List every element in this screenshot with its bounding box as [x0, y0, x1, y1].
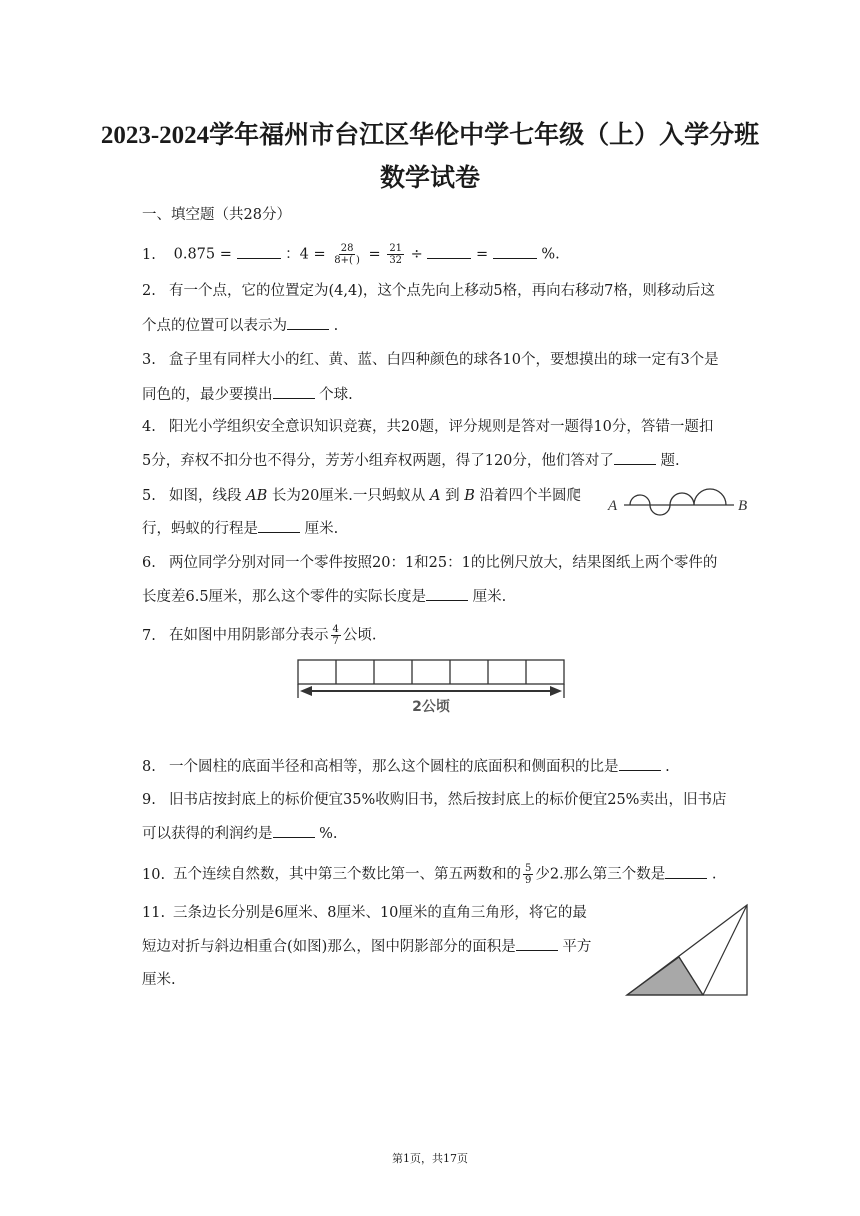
answer-blank[interactable] [619, 756, 661, 771]
question-number: 3. [142, 352, 156, 368]
question-number: 5. [142, 488, 156, 504]
answer-blank[interactable] [258, 518, 300, 533]
question-number: 10. [142, 866, 166, 883]
section-heading: 一、填空题（共28分） [142, 207, 291, 223]
answer-blank[interactable] [273, 384, 315, 399]
fraction: $\frac{4}{7}$ [332, 624, 339, 647]
question-2-line-2: 个点的位置可以表示为 . [142, 315, 338, 336]
question-11-line-3: 厘米. [142, 972, 176, 988]
question-5-line-2: 行，蚂蚁的行程是 厘米. [142, 518, 338, 539]
question-number: 2. [142, 283, 156, 299]
answer-blank[interactable] [516, 936, 558, 951]
answer-blank[interactable] [287, 315, 329, 330]
answer-blank[interactable] [493, 244, 537, 259]
question-11: 11. 三条边长分别是6厘米、8厘米、10厘米的直角三角形，将它的最 [142, 905, 587, 921]
figure-label-b: B [738, 498, 748, 514]
question-3-line-2: 同色的，最少要摸出 个球. [142, 384, 353, 405]
question-9: 9. 旧书店按封底上的标价便宜35%收购旧书，然后按封底上的标价便宜25%卖出，旧书店 [142, 792, 727, 808]
answer-blank[interactable] [426, 586, 468, 601]
page-footer: 第1页，共17页 [392, 1152, 468, 1165]
question-3: 3. 盒子里有同样大小的红、黄、蓝、白四种颜色的球各10个，要想摸出的球一定有3个是 [142, 352, 719, 368]
question-8: 8. 一个圆柱的底面半径和高相等，那么这个圆柱的底面积和侧面积的比是 . [142, 756, 670, 777]
fraction: $\frac{21}{32}$ [389, 243, 403, 266]
question-number: 1. [142, 246, 156, 263]
question-7: 7. 在如图中用阴影部分表示 $\frac{4}{7}$ 公顷. [142, 624, 377, 647]
page-title: 2023-2024学年福州市台江区华伦中学七年级（上）入学分班 [100, 122, 760, 149]
question-6-line-2: 长度差6.5厘米，那么这个零件的实际长度是 厘米. [142, 586, 506, 607]
question-10: 10. 五个连续自然数，其中第三个数比第一、第五两数和的 $\frac{5}{9}$ 少2.那么第三个数是 . [142, 863, 717, 886]
answer-blank[interactable] [273, 823, 315, 838]
question-9-line-2: 可以获得的利润约是 %. [142, 823, 338, 844]
question-1: 1. 0.875 = ：4 = $\frac{28}{8+( )}$ = $\frac{21}{32}$ ÷ = %. [142, 243, 560, 266]
answer-blank[interactable] [237, 244, 281, 259]
answer-blank[interactable] [665, 864, 707, 879]
area-grid-figure [294, 658, 566, 716]
question-6: 6. 两位同学分别对同一个零件按照20：1和25：1的比例尺放大，结果图纸上两个零件的 [142, 555, 718, 571]
question-number: 6. [142, 555, 156, 571]
question-number: 7. [142, 627, 156, 644]
fraction: $\frac{5}{9}$ [525, 863, 532, 886]
answer-blank[interactable] [614, 450, 656, 465]
figure-label: 2公顷 [412, 699, 450, 715]
question-4-line-2: 5分，弃权不扣分也不得分，芳芳小组弃权两题，得了120分，他们答对了 题. [142, 450, 680, 471]
question-number: 4. [142, 419, 156, 435]
question-number: 11. [142, 905, 166, 921]
answer-blank[interactable] [427, 244, 471, 259]
page-subtitle: 数学试卷 [379, 165, 480, 192]
folded-triangle-figure [624, 902, 750, 998]
question-5: 5. 如图，线段 AB 长为20厘米.一只蚂蚁从 A 到 B 沿着四个半圆爬 [142, 488, 581, 504]
question-2: 2. 有一个点，它的位置定为(4,4)，这个点先向上移动5格，再向右移动7格，则移动后这 [142, 283, 715, 299]
semicircle-path-figure [606, 478, 754, 524]
question-number: 8. [142, 759, 156, 775]
figure-label-a: A [608, 498, 618, 514]
question-number: 9. [142, 792, 156, 808]
question-4: 4. 阳光小学组织安全意识知识竞赛，共20题，评分规则是答对一题得10分，答错一题扣 [142, 419, 714, 435]
question-11-line-2: 短边对折与斜边相重合(如图)那么，图中阴影部分的面积是 平方 [142, 936, 591, 957]
fraction: $\frac{28}{8+( )}$ [334, 243, 360, 266]
